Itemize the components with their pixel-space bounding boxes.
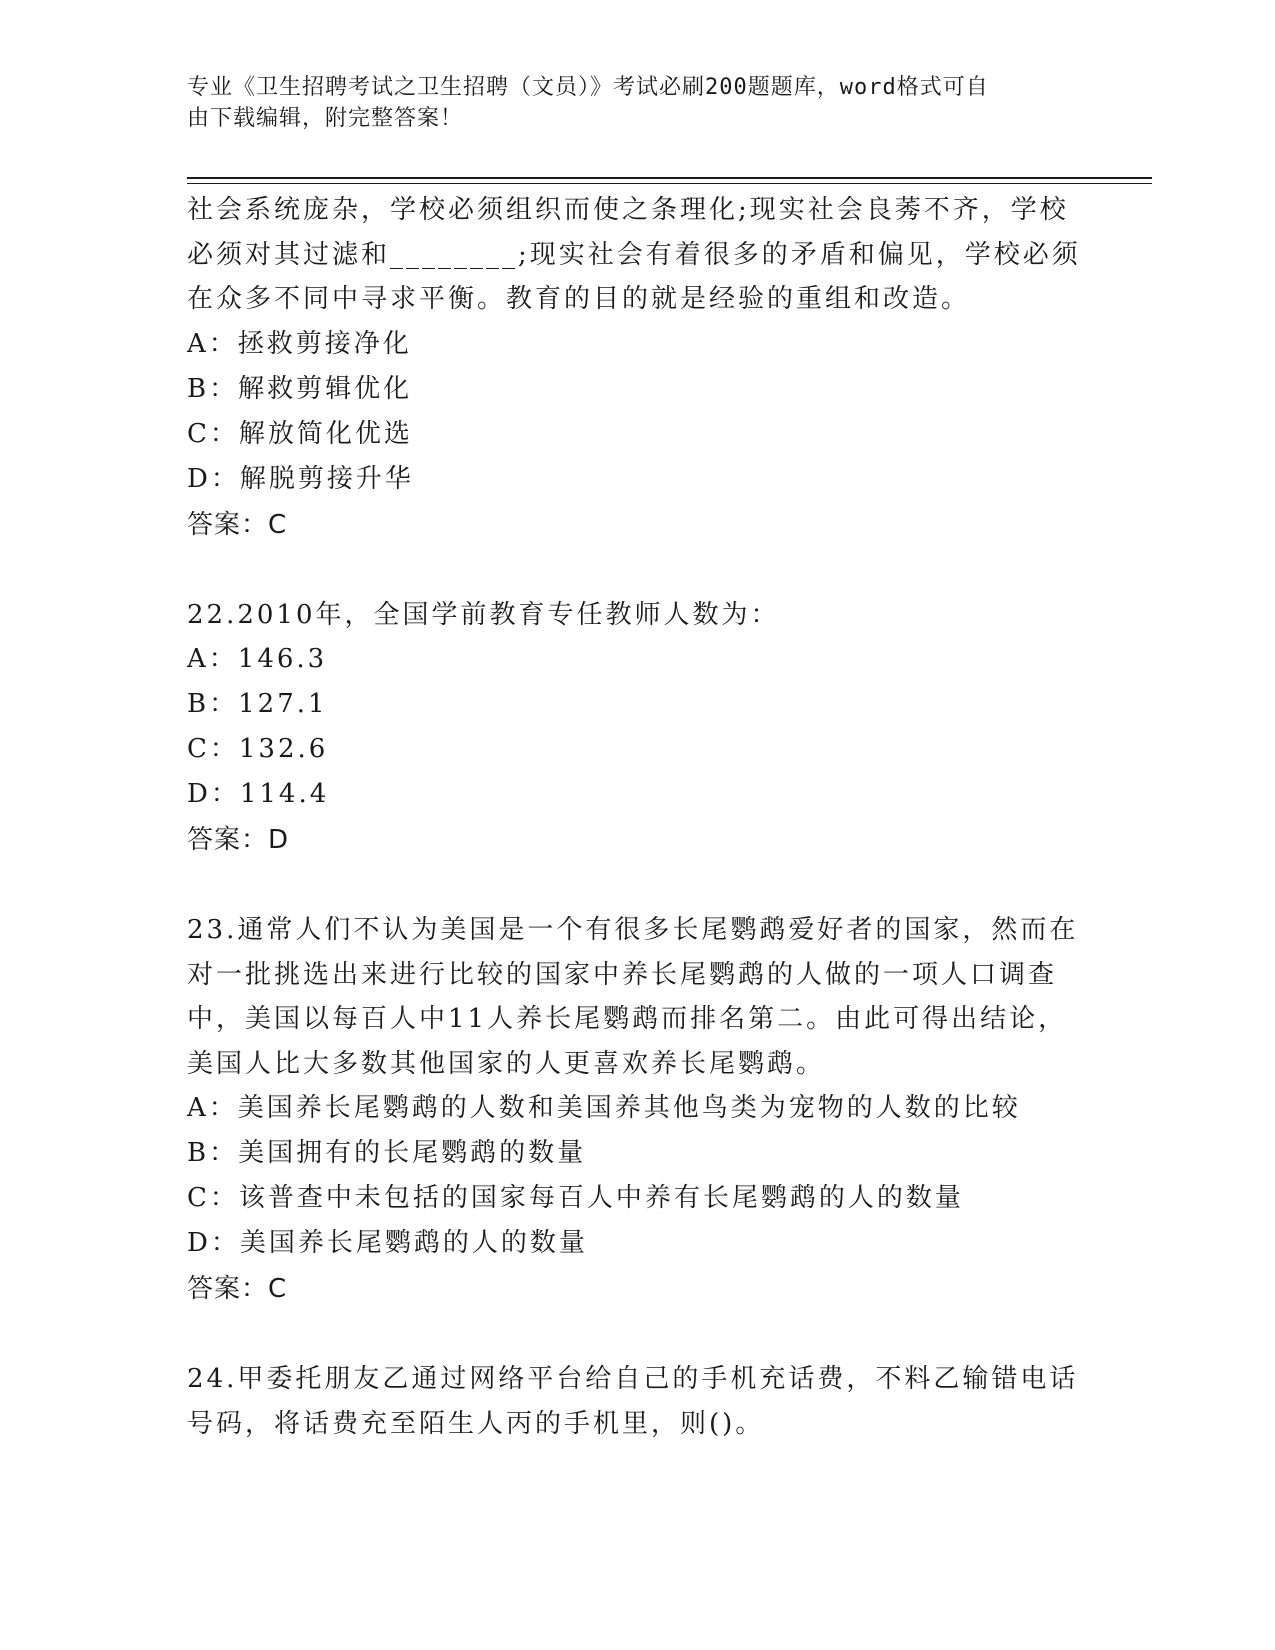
- option-d: D：美国养长尾鹦鹉的人的数量: [187, 1228, 588, 1258]
- option-a: A：146.3: [187, 644, 328, 674]
- answer-line: 答案：C: [187, 1274, 288, 1304]
- option-a: A：拯救剪接净化: [187, 328, 412, 359]
- option-c: C：132.6: [187, 734, 329, 764]
- option-b: B：美国拥有的长尾鹦鹉的数量: [187, 1138, 587, 1168]
- question-21-continued: [187, 188, 1087, 548]
- question-text-line: 必须对其过滤和________;现实社会有着很多的矛盾和偏见，学校必须: [187, 239, 1081, 270]
- question-text-line: 中，美国以每百人中11人养长尾鹦鹉而排名第二。由此可得出结论，: [187, 1004, 1068, 1034]
- option-d: D：114.4: [187, 779, 330, 809]
- question-22: [187, 593, 1087, 864]
- header-divider-thick: [187, 177, 1152, 179]
- question-24: [187, 1357, 1087, 1446]
- question-text-line: 社会系统庞杂，学校必须组织而使之条理化;现实社会良莠不齐，学校: [187, 195, 1069, 225]
- option-c: C：解放简化优选: [187, 418, 413, 449]
- question-list: [187, 188, 1087, 1446]
- question-text-line: 号码，将话费充至陌生人丙的手机里，则()。: [187, 1408, 765, 1439]
- option-d: D：解脱剪接升华: [187, 463, 414, 494]
- question-text-line: 22.2010年，全国学前教育专任教师人数为：: [187, 599, 780, 630]
- header-line-1: 专业《卫生招聘考试之卫生招聘（文员）》考试必刷200题题库，word格式可自: [187, 75, 989, 100]
- question-spacer: [187, 1312, 1087, 1357]
- question-text-line: 24.甲委托朋友乙通过网络平台给自己的手机充话费，不料乙输错电话: [187, 1364, 1079, 1394]
- question-text-line: 23.通常人们不认为美国是一个有很多长尾鹦鹉爱好者的国家，然而在: [187, 915, 1079, 945]
- question-text-line: 美国人比大多数其他国家的人更喜欢养长尾鹦鹉。: [187, 1048, 826, 1079]
- option-b: B：解救剪辑优化: [187, 373, 413, 404]
- option-b: B：127.1: [187, 689, 328, 719]
- header-line-2: 由下载编辑，附完整答案！: [187, 106, 464, 131]
- question-23: [187, 908, 1087, 1312]
- question-text-line: 在众多不同中寻求平衡。教育的目的就是经验的重组和改造。: [187, 284, 971, 314]
- question-spacer: [187, 548, 1087, 593]
- option-a: A：美国养长尾鹦鹉的人数和美国养其他鸟类为宠物的人数的比较: [187, 1093, 1021, 1123]
- option-c: C：该普查中未包括的国家每百人中养有长尾鹦鹉的人的数量: [187, 1183, 964, 1213]
- document-header: [187, 72, 1067, 134]
- question-spacer: [187, 863, 1087, 908]
- header-divider-thin: [187, 183, 1152, 184]
- question-text-line: 对一批挑选出来进行比较的国家中养长尾鹦鹉的人做的一项人口调查: [187, 959, 1058, 990]
- answer-line: 答案：C: [187, 509, 288, 540]
- answer-line: 答案：D: [187, 825, 290, 855]
